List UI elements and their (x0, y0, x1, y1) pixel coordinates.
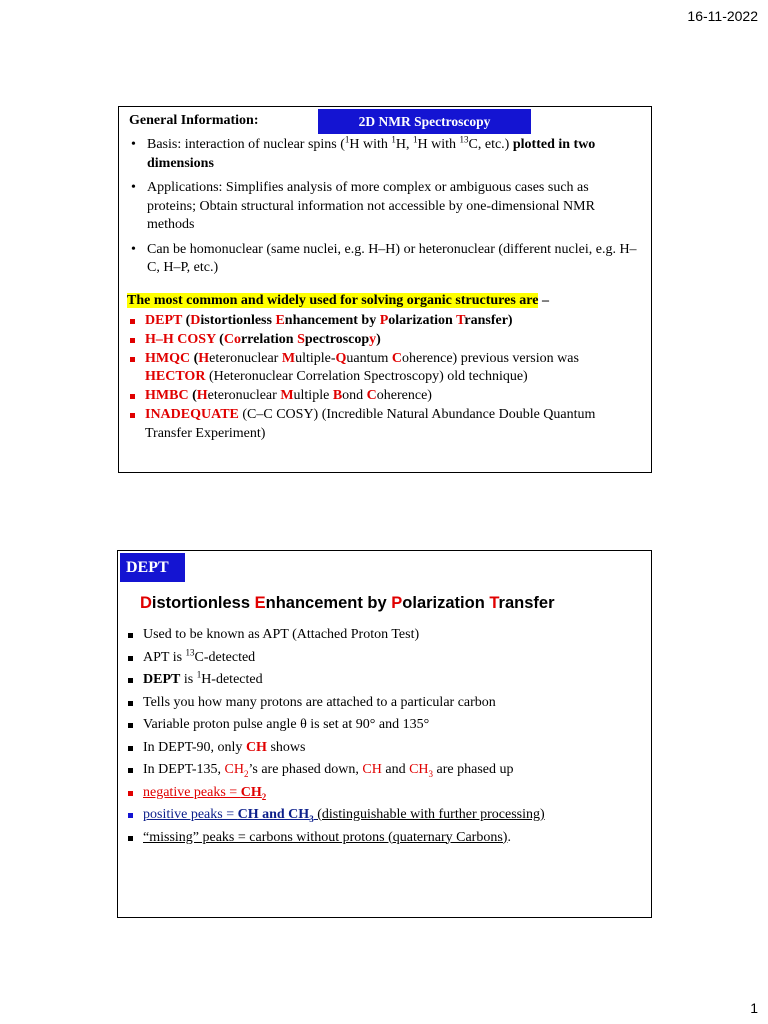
list-item: Used to be known as APT (Attached Proton Test) (126, 626, 646, 644)
list-item: In DEPT-90, only CH shows (126, 739, 646, 757)
list-item: INADEQUATE (C–C COSY) (Incredible Natural Abundance Double Quantum Transfer Experiment) (129, 406, 645, 444)
list-item: HMQC (Heteronuclear Multiple-Quantum Coherence) previous version was HECTOR (Heteronuclear Correlation Spectroscopy) old technique) (129, 350, 645, 388)
list-item: H–H COSY (Correlation Spectroscopy) (129, 331, 645, 350)
list-item: negative peaks = $CH_2$ (126, 784, 646, 802)
info-bullet-list (131, 136, 641, 284)
list-item: In DEPT-135, $CH_2’s$ are phased down, CH and $CH_3$ are phased up (126, 761, 646, 779)
list-item: DEPT (Distortionless Enhancement by Polarization Transfer) (129, 312, 645, 331)
highlighted-statement: The most common and widely used for solving organic structures are – (127, 293, 549, 308)
list-item: • Applications: Simplifies analysis of more complex or ambiguous cases such as proteins; Obtain structural information not accessible by one-dimensional NMR methods (131, 179, 641, 235)
slide-heading: General Information: (129, 113, 259, 128)
list-item: HMBC (Heteronuclear Multiple Bond Coherence) (129, 387, 645, 406)
list-item: APT is $^{13}$C-detected (126, 649, 646, 667)
slide-title: Distortionless Enhancement by Polarization Transfer (140, 594, 555, 612)
date: 16-11-2022 (687, 8, 758, 24)
list-item: Variable proton pulse angle θ is set at 90° and 135° (126, 716, 646, 734)
list-item: • Can be homonuclear (same nuclei, e.g. H–H) or heteronuclear (different nuclei, e.g. H–C, H–P, etc.) (131, 241, 641, 278)
list-item: positive peaks = CH and $CH_3$ (distinguishable with further processing) (126, 806, 646, 824)
slide-dept (117, 550, 652, 918)
title-banner: 2D NMR Spectroscopy (318, 109, 531, 134)
list-item: DEPT is $^1$H-detected (126, 671, 646, 689)
dept-title-tag: DEPT (120, 553, 185, 582)
page-number: 1 (750, 1000, 758, 1016)
list-item: “missing” peaks = carbons without protons (quaternary Carbons). (126, 829, 646, 847)
list-item: • Basis: interaction of nuclear spins ($^1$H with $^1$H, $^1$H with $^{13}$C, etc.) plotted in two dimensions (131, 136, 641, 173)
methods-list (129, 312, 645, 444)
list-item: Tells you how many protons are attached to a particular carbon (126, 694, 646, 712)
dept-bullet-list (126, 626, 646, 851)
slide-general-information (118, 106, 652, 473)
